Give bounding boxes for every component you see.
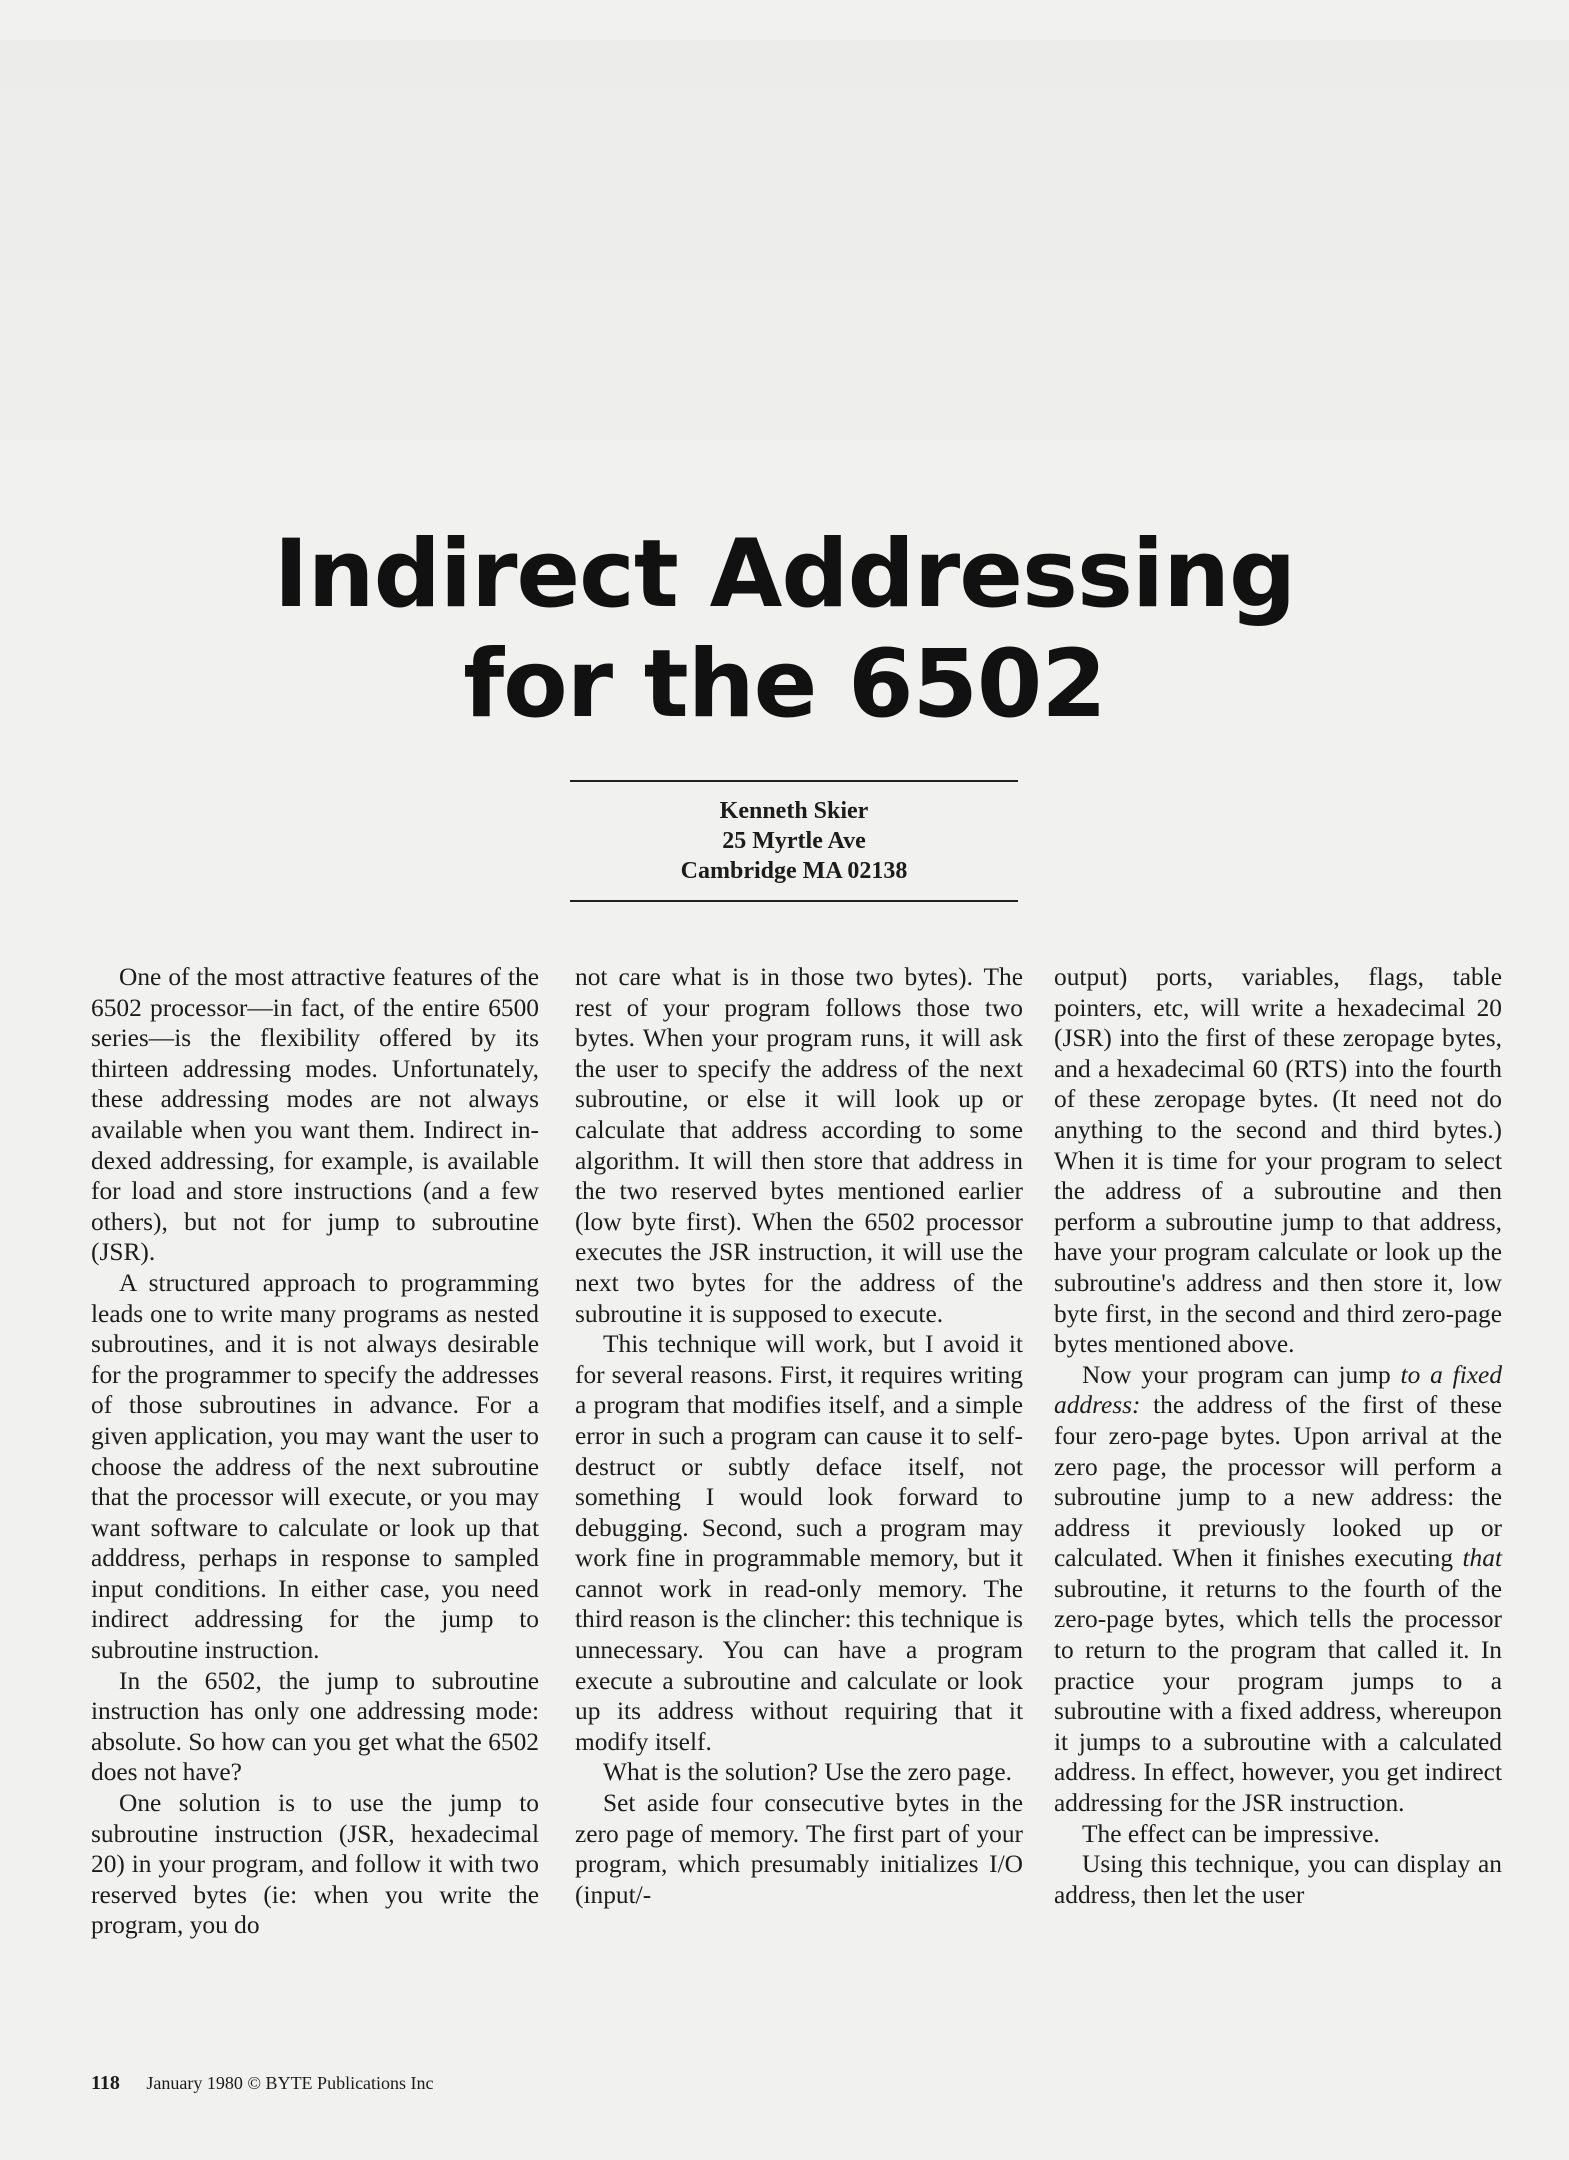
title-line-2: for the 6502 bbox=[463, 630, 1106, 739]
article-title bbox=[0, 520, 1569, 740]
text-column-1 bbox=[91, 962, 539, 1941]
text-column-3 bbox=[1054, 962, 1502, 1910]
page-footer bbox=[91, 2072, 434, 2095]
emphasis-text: that bbox=[1462, 1544, 1502, 1573]
emphasis-text: to a fixed address: bbox=[1054, 1360, 1503, 1420]
paragraph: A structured approach to programming leads one to write many programs as nested subroutines, and it is not always desirable for the programmer to specify the addresses of those subroutines in advance. For a given application, you may want the user to choose the address of the next subroutine that the processor will execute, or you may want software to calculate or look up that adddress, perhaps in response to sampled input conditions. In either case, you need indirect addressing for the jump to subroutine instruction. bbox=[91, 1268, 539, 1665]
paragraph-text: Now your program can jump bbox=[1082, 1360, 1401, 1389]
page-number: 118 bbox=[91, 2072, 120, 2094]
author-street: 25 Myrtle Ave bbox=[722, 828, 866, 854]
author-city: Cambridge MA 02138 bbox=[680, 858, 908, 884]
paragraph: output) ports, variables, flags, table pointers, etc, will write a hexadecimal 20 (JSR) into the first of these zeropage bytes, and a hexadecimal 60 (RTS) into the fourth of these zeropage bytes. (It need not do anything to the second and third bytes.) When it is time for your program to select the address of a subroutine and then perform a subroutine jump to that address, have your program calculate or look up the subroutine's address and then store it, low byte first, in the second and third zero-page bytes mentioned above. bbox=[1054, 963, 1502, 1359]
paragraph: What is the solution? Use the zero page. bbox=[603, 1758, 1012, 1787]
title-line-1: Indirect Addressing bbox=[273, 520, 1296, 629]
paragraph: not care what is in those two bytes). The rest of your program follows those two bytes. When your program runs, it will ask the user to specify the address of the next subroutine, or else it will look up or calculate that address according to some algorithm. It will then store that address in the two reserved bytes mentioned earlier (low byte first). When the 6502 processor executes the JSR instruction, it will use the next two bytes for the address of the subroutine it is supposed to execute. bbox=[575, 963, 1023, 1328]
paragraph-text: subroutine, it returns to the fourth of the zero-page bytes, which tells the processor to return to the program that called it. In practice your program jumps to a subroutine with a fixed address, whereupon it jumps to a subroutine with a calculated address. In effect, however, you get indirect addressing for the JSR instruction. bbox=[1054, 1574, 1502, 1818]
paragraph: In the 6502, the jump to subroutine instruction has only one addressing mode: absolute. So how can you get what the 6502 does not have? bbox=[91, 1666, 539, 1787]
paragraph: One of the most attractive features of the 6502 processor—in fact, of the entire 6500 series—is the flexibility offered by its thirteen addressing modes. Unfortunately, these addressing modes are not always available when you want them. Indirect indexed addressing, for example, is available for load and store instructions (and a few others), but not for jump to subroutine (JSR). bbox=[91, 963, 539, 1267]
paragraph: This technique will work, but I avoid it for several reasons. First, it requires writing a program that modifies itself, and a simple error in such a program can cause it to self-destruct or subtly deface itself, not something I would look forward to debugging. Second, such a program may work fine in programmable memory, but it cannot work in read-only memory. The third reason is the clincher: this technique is unnecessary. You can have a program execute a subroutine and calculate or look up its address without requiring that it modify itself. bbox=[575, 1330, 1023, 1756]
text-column-2 bbox=[575, 962, 1023, 1910]
paragraph: One solution is to use the jump to subroutine instruction (JSR, hexadecimal 20) in your program, and follow it with two reserved bytes (ie: when you write the program, you do bbox=[91, 1789, 539, 1940]
author-name: Kenneth Skier bbox=[719, 798, 869, 824]
paragraph: Set aside four consecutive bytes in the zero page of memory. The first part of your program, which presumably initializes I/O (input/- bbox=[575, 1789, 1023, 1909]
paragraph bbox=[1054, 1360, 1502, 1819]
paragraph-text: the address of the first of these four zero-page bytes. Upon arrival at the zero page, the processor will perform a subroutine jump to a new address: the address it previously looked up or calculated. When it finishes executing bbox=[1054, 1391, 1502, 1573]
author-byline bbox=[570, 780, 1018, 902]
publication-credit: January 1980 © BYTE Publications Inc bbox=[146, 2073, 434, 2093]
faded-background-print bbox=[0, 40, 1569, 440]
paragraph: The effect can be impressive. bbox=[1082, 1819, 1380, 1848]
paragraph: Using this technique, you can display an address, then let the user bbox=[1054, 1850, 1502, 1909]
